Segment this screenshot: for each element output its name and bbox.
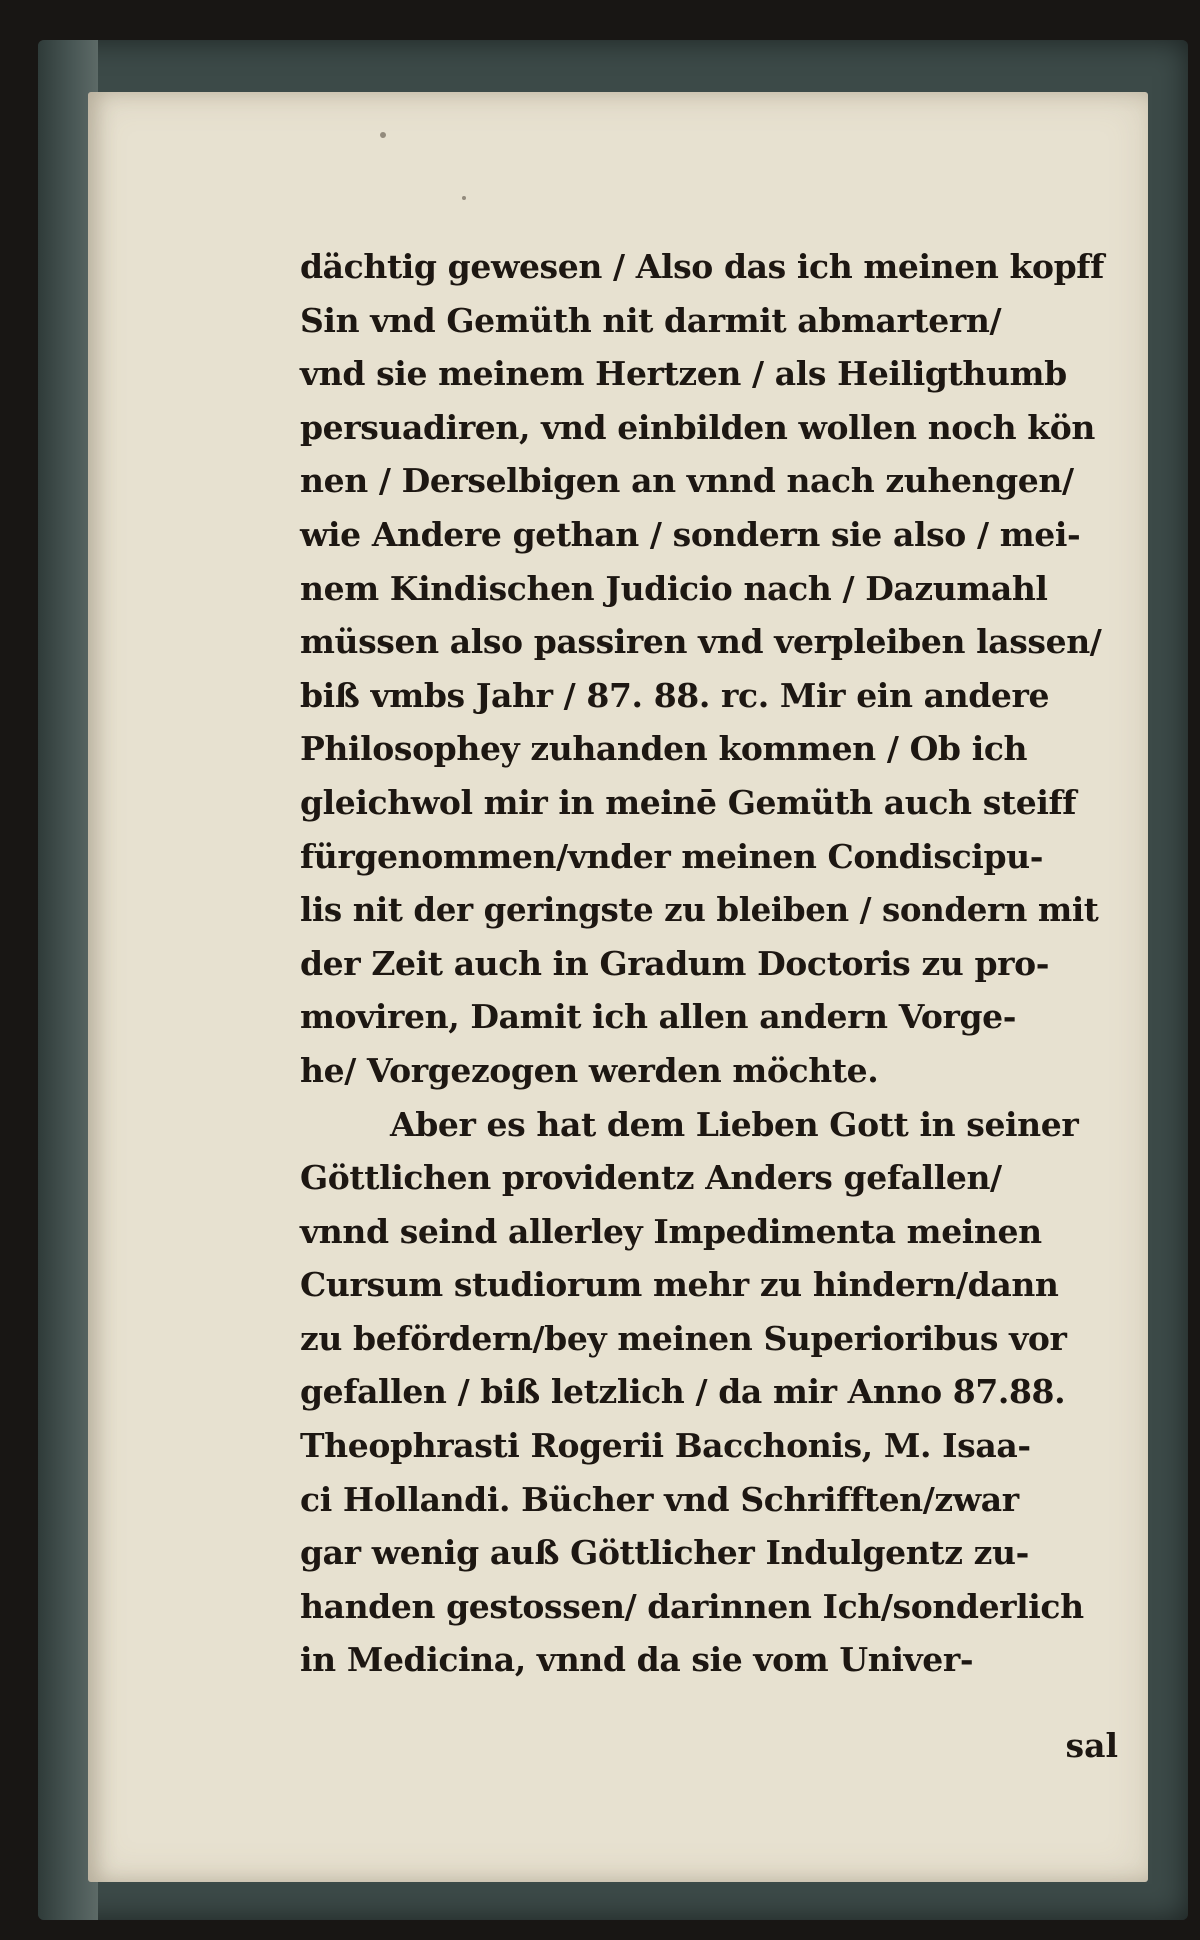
text-line: müssen also passiren vnd verpleiben lassen/ — [300, 622, 1102, 662]
ink-speck — [462, 196, 466, 200]
text-line: Philosophey zuhanden kommen / Ob ich — [300, 729, 1028, 769]
text-line: nem Kindischen Judicio nach / Dazumahl — [300, 568, 1048, 608]
text-line: in Medicina, vnnd da sie vom Univer- — [300, 1640, 974, 1680]
text-line: gleichwol mir in meinē Gemüth auch steiff — [300, 782, 1077, 822]
text-line: he/ Vorgezogen werden möchte. — [300, 1050, 879, 1090]
text-line: moviren, Damit ich allen andern Vorge- — [300, 997, 1017, 1037]
text-line: vnd sie meinem Hertzen / als Heiligthumb — [300, 354, 1067, 394]
text-line: Sin vnd Gemüth nit darmit abmartern/ — [300, 300, 1002, 340]
text-line: fürgenommen/vnder meinen Condiscipu- — [300, 836, 1044, 876]
ink-speck — [380, 132, 386, 138]
text-line: wie Andere gethan / sondern sie also / mei- — [300, 514, 1081, 554]
text-line: Theophrasti Rogerii Bacchonis, M. Isaa- — [300, 1426, 1031, 1466]
text-line: gar wenig auß Göttlicher Indulgentz zu- — [300, 1533, 1029, 1573]
text-line: vnnd seind allerley Impedimenta meinen — [300, 1211, 1042, 1251]
text-line: biß vmbs Jahr / 87. 88. rc. Mir ein andere — [300, 675, 1050, 715]
text-line: ci Hollandi. Bücher vnd Schrifften/zwar — [300, 1479, 1019, 1519]
text-line: Cursum studiorum mehr zu hindern/dann — [300, 1265, 1059, 1305]
text-line: dächtig gewesen / Also das ich meinen kopff — [300, 247, 1104, 286]
text-line: Göttlichen providentz Anders gefallen/ — [300, 1158, 1002, 1198]
body-text — [300, 240, 1110, 1687]
catchword: sal — [1065, 1726, 1118, 1765]
text-line: zu befördern/bey meinen Superioribus vor — [300, 1318, 1067, 1358]
text-line: persuadiren, vnd einbilden wollen noch kön — [300, 407, 1095, 447]
text-line: nen / Derselbigen an vnnd nach zuhengen/ — [300, 461, 1074, 501]
text-line: handen gestossen/ darinnen Ich/sonderlich — [300, 1586, 1084, 1626]
text-line: lis nit der geringste zu bleiben / sondern mit — [300, 890, 1099, 930]
paragraph-start-line: Aber es hat dem Lieben Gott in seiner — [390, 1104, 1079, 1144]
text-line: gefallen / biß letzlich / da mir Anno 87.88. — [300, 1372, 1066, 1412]
text-line: der Zeit auch in Gradum Doctoris zu pro- — [300, 943, 1050, 983]
